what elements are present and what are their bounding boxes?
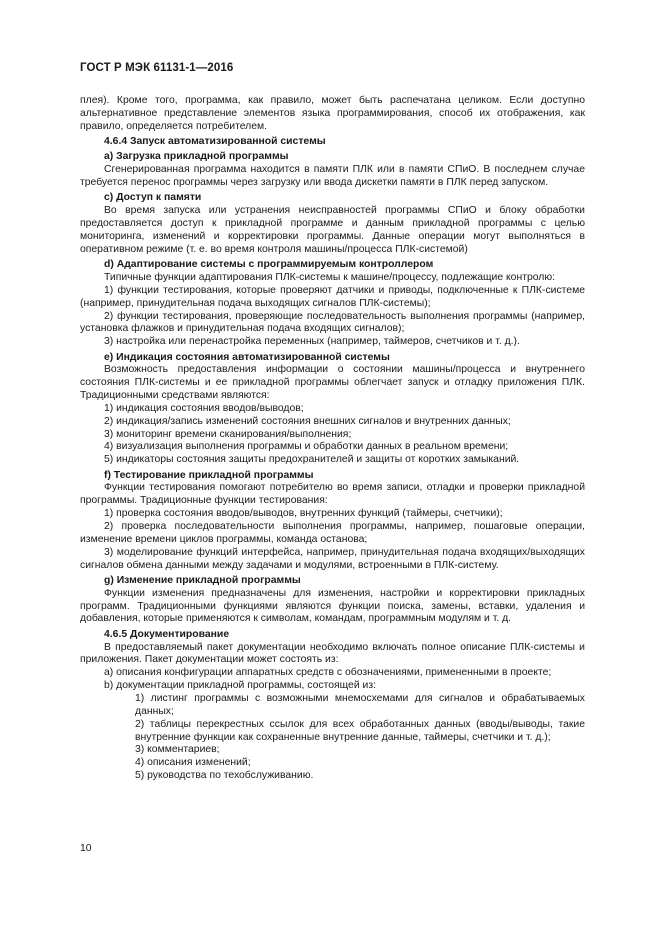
subsection-heading-g: g) Изменение прикладной программы [104,574,301,586]
paragraph: Функции тестирования помогают потребителю во время записи, отладки и проверки прикладной программы. Традиционные функции тестирования: [80,482,585,507]
subsection-heading-a: а) Загрузка прикладной программы [104,151,289,163]
list-item-nested: 1) листинг программы с возможными мнемосхемами для сигналов и обрабатываемых данных; [135,692,585,717]
list-item: a) описания конфигурации аппаратных средств с обозначениями, примененными в проекте; [104,667,552,679]
list-item-nested: 4) описания изменений; [135,757,251,769]
list-item-nested: 5) руководства по техобслуживанию. [135,770,314,782]
page-number: 10 [80,843,92,854]
list-item: 4) визуализация выполнения программы и обработки данных в реальном времени; [104,441,509,453]
document-body [80,95,585,783]
paragraph: Возможность предоставления информации о состоянии машины/процесса и внутреннего состояния ПЛК-системы и ее прикладной программы облегчает запуск и отладку приложения ПЛК. Традиционными средствами являются: [80,364,585,402]
subsection-heading-c: c) Доступ к памяти [104,192,202,204]
list-item: 3) мониторинг времени сканирования/выполнения; [104,428,352,440]
list-item: 2) индикация/запись изменений состояния внешних сигналов и внутренних данных; [104,415,511,427]
subsection-heading-e: e) Индикация состояния автоматизированной системы [104,351,390,363]
subsection-heading-f: f) Тестирование прикладной программы [104,469,314,481]
list-item: 3) настройка или перенастройка переменных (например, таймеров, счетчиков и т. д.). [104,336,520,348]
list-item: 2) проверка последовательности выполнения программы, например, пошаговые операции, изменение времени циклов программы, команда останова; [80,521,585,545]
list-item: 5) индикаторы состояния защиты предохранителей и защиты от коротких замыканий. [104,454,520,466]
list-item: 2) функции тестирования, проверяющие последовательность выполнения программы (например, установка флажков и принудительная подача входящих сигналов); [80,310,585,335]
paragraph: В предоставляемый пакет документации необходимо включать полное описание ПЛК-системы и приложения. Пакет документации может состоять из: [80,641,585,666]
list-item: 1) индикация состояния вводов/выводов; [104,402,304,414]
intro-paragraph: плея). Кроме того, программа, как правило, может быть распечатана целиком. Если доступно альтернативное представление элементов языка программирования, способ их отображения, как правило, определяется потребителем. [80,95,585,132]
paragraph: Типичные функции адаптирования ПЛК-системы к машине/процессу, подлежащие контролю: [104,271,556,283]
list-item: b) документации прикладной программы, состоящей из: [104,680,376,692]
section-heading-4-6-5: 4.6.5 Документирование [104,628,230,640]
list-item-nested: 3) комментариев; [135,744,220,756]
paragraph: Сгенерированная программа находится в памяти ПЛК или в памяти СПиО. В последнем случае требуется перенос программы через загрузку или ввода дискетки памяти в ПЛК перед запуском. [80,164,585,189]
subsection-heading-d: d) Адаптирование системы с программируемым контроллером [104,259,434,271]
list-item: 3) моделирование функций интерфейса, например, принудительная подача входящих/выходящих сигналов обмена данными между задачами и модулями, встроенными в ПЛК-систему. [80,546,585,571]
section-heading-4-6-4: 4.6.4 Запуск автоматизированной системы [104,136,326,148]
list-item: 1) функции тестирования, которые проверяют датчики и приводы, подключенные к ПЛК-системе (например, принудительная подача выходящих сигналов ПЛК-системы); [80,284,585,309]
list-item-nested: 2) таблицы перекрестных ссылок для всех обработанных данных (вводы/выводы, такие внутренние функции как сохраненные внутренние данные, таймеры, счетчики и т. д.); [135,718,585,743]
paragraph: Во время запуска или устранения неисправностей программы СПиО и блоку обработки предоставляется доступ к прикладной программе и данным прикладной программы с целью мониторинга, изменений и корректировки программы. Данные операции могут выполняться в оперативном режиме (т. е. во время контроля машины/процесса ПЛК-системой) [80,205,585,255]
document-header: ГОСТ Р МЭК 61131-1—2016 [80,62,234,74]
list-item: 1) проверка состояния вводов/выводов, внутренних функций (таймеры, счетчики); [104,508,503,520]
paragraph: Функции изменения предназначены для изменения, настройки и корректировки прикладных программ. Традиционными функциями являются функции поиска, замены, вставки, удаления и добавления, которые применяются к символам, командам, программным модулям и т. д. [80,587,585,625]
